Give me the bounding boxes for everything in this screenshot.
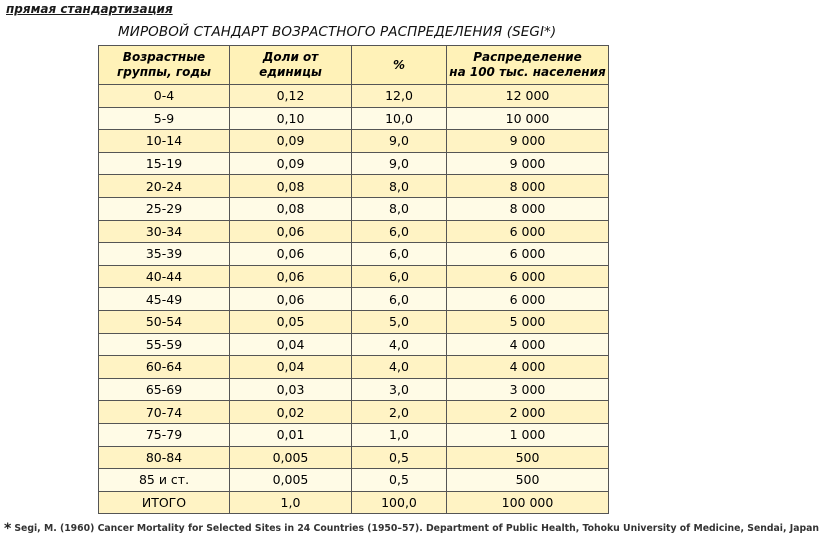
table-row xyxy=(99,469,609,492)
share-cell: 0,06 xyxy=(230,265,352,288)
percent-cell: 9,0 xyxy=(352,130,447,153)
table-row xyxy=(99,152,609,175)
table-row xyxy=(99,356,609,379)
age-cell: 70-74 xyxy=(99,401,230,424)
percent-cell: 0,5 xyxy=(352,469,447,492)
percent-cell: 4,0 xyxy=(352,333,447,356)
age-cell: 15-19 xyxy=(99,152,230,175)
table-row xyxy=(99,401,609,424)
distribution-cell: 100 000 xyxy=(447,491,609,514)
header-age-groups xyxy=(99,46,230,85)
table-row xyxy=(99,491,609,514)
percent-cell: 2,0 xyxy=(352,401,447,424)
percent-cell: 12,0 xyxy=(352,85,447,108)
distribution-cell: 6 000 xyxy=(447,243,609,266)
table-row xyxy=(99,378,609,401)
table-row xyxy=(99,288,609,311)
percent-cell: 100,0 xyxy=(352,491,447,514)
page-title: МИРОВОЙ СТАНДАРТ ВОЗРАСТНОГО РАСПРЕДЕЛЕНИЯ (SEGI*) xyxy=(118,24,557,40)
header-share-line2: единицы xyxy=(259,65,322,79)
table-row xyxy=(99,197,609,220)
share-cell: 0,06 xyxy=(230,243,352,266)
distribution-cell: 500 xyxy=(447,446,609,469)
distribution-cell: 9 000 xyxy=(447,130,609,153)
percent-cell: 5,0 xyxy=(352,310,447,333)
percent-cell: 0,5 xyxy=(352,446,447,469)
share-cell: 0,08 xyxy=(230,175,352,198)
table-row xyxy=(99,107,609,130)
percent-cell: 6,0 xyxy=(352,265,447,288)
age-cell: 45-49 xyxy=(99,288,230,311)
share-cell: 0,06 xyxy=(230,220,352,243)
header-dist-line2: на 100 тыс. населения xyxy=(449,65,606,79)
age-cell: 85 и ст. xyxy=(99,469,230,492)
header-dist-line1: Распределение xyxy=(473,50,582,64)
footnote-text: Segi, M. (1960) Cancer Mortality for Selected Sites in 24 Countries (1950–57). Department of Public Health, Tohoku University of Medicine, Sendai, Japan xyxy=(14,523,819,534)
table-row xyxy=(99,85,609,108)
distribution-cell: 6 000 xyxy=(447,220,609,243)
distribution-cell: 4 000 xyxy=(447,333,609,356)
age-cell: 75-79 xyxy=(99,423,230,446)
table-body xyxy=(99,85,609,514)
table-row xyxy=(99,333,609,356)
age-cell: 25-29 xyxy=(99,197,230,220)
percent-cell: 3,0 xyxy=(352,378,447,401)
table-row xyxy=(99,446,609,469)
table-row xyxy=(99,423,609,446)
table-header-row xyxy=(99,46,609,85)
share-cell: 0,05 xyxy=(230,310,352,333)
share-cell: 0,005 xyxy=(230,446,352,469)
share-cell: 0,10 xyxy=(230,107,352,130)
distribution-cell: 10 000 xyxy=(447,107,609,130)
age-cell: 80-84 xyxy=(99,446,230,469)
distribution-cell: 6 000 xyxy=(447,288,609,311)
percent-cell: 10,0 xyxy=(352,107,447,130)
share-cell: 1,0 xyxy=(230,491,352,514)
share-cell: 0,02 xyxy=(230,401,352,424)
distribution-cell: 5 000 xyxy=(447,310,609,333)
table-row xyxy=(99,265,609,288)
distribution-cell: 8 000 xyxy=(447,175,609,198)
segi-standard-table xyxy=(98,45,609,514)
age-cell: 40-44 xyxy=(99,265,230,288)
share-cell: 0,08 xyxy=(230,197,352,220)
share-cell: 0,03 xyxy=(230,378,352,401)
distribution-cell: 1 000 xyxy=(447,423,609,446)
age-cell: 55-59 xyxy=(99,333,230,356)
top-note: прямая стандартизация xyxy=(6,2,173,16)
footnote-star: * xyxy=(4,521,12,537)
share-cell: 0,09 xyxy=(230,152,352,175)
percent-cell: 9,0 xyxy=(352,152,447,175)
share-cell: 0,01 xyxy=(230,423,352,446)
share-cell: 0,09 xyxy=(230,130,352,153)
header-share-line1: Доли от xyxy=(262,50,319,64)
age-cell: 60-64 xyxy=(99,356,230,379)
distribution-cell: 12 000 xyxy=(447,85,609,108)
distribution-cell: 9 000 xyxy=(447,152,609,175)
header-age-line2: группы, годы xyxy=(117,65,211,79)
age-cell: 10-14 xyxy=(99,130,230,153)
percent-cell: 4,0 xyxy=(352,356,447,379)
age-cell: ИТОГО xyxy=(99,491,230,514)
age-cell: 50-54 xyxy=(99,310,230,333)
distribution-cell: 2 000 xyxy=(447,401,609,424)
distribution-cell: 4 000 xyxy=(447,356,609,379)
age-cell: 35-39 xyxy=(99,243,230,266)
share-cell: 0,04 xyxy=(230,333,352,356)
percent-cell: 6,0 xyxy=(352,243,447,266)
age-cell: 5-9 xyxy=(99,107,230,130)
distribution-cell: 8 000 xyxy=(447,197,609,220)
table-row xyxy=(99,310,609,333)
age-cell: 65-69 xyxy=(99,378,230,401)
header-distribution xyxy=(447,46,609,85)
percent-cell: 8,0 xyxy=(352,175,447,198)
header-percent: % xyxy=(352,46,447,85)
share-cell: 0,06 xyxy=(230,288,352,311)
age-cell: 0-4 xyxy=(99,85,230,108)
share-cell: 0,12 xyxy=(230,85,352,108)
footnote xyxy=(4,521,819,537)
percent-cell: 6,0 xyxy=(352,288,447,311)
header-share xyxy=(230,46,352,85)
share-cell: 0,04 xyxy=(230,356,352,379)
distribution-cell: 3 000 xyxy=(447,378,609,401)
share-cell: 0,005 xyxy=(230,469,352,492)
table-row xyxy=(99,243,609,266)
table-row xyxy=(99,175,609,198)
header-age-line1: Возрастные xyxy=(122,50,206,64)
table-row xyxy=(99,220,609,243)
age-cell: 30-34 xyxy=(99,220,230,243)
percent-cell: 8,0 xyxy=(352,197,447,220)
percent-cell: 6,0 xyxy=(352,220,447,243)
percent-cell: 1,0 xyxy=(352,423,447,446)
table-row xyxy=(99,130,609,153)
distribution-cell: 6 000 xyxy=(447,265,609,288)
distribution-cell: 500 xyxy=(447,469,609,492)
age-cell: 20-24 xyxy=(99,175,230,198)
